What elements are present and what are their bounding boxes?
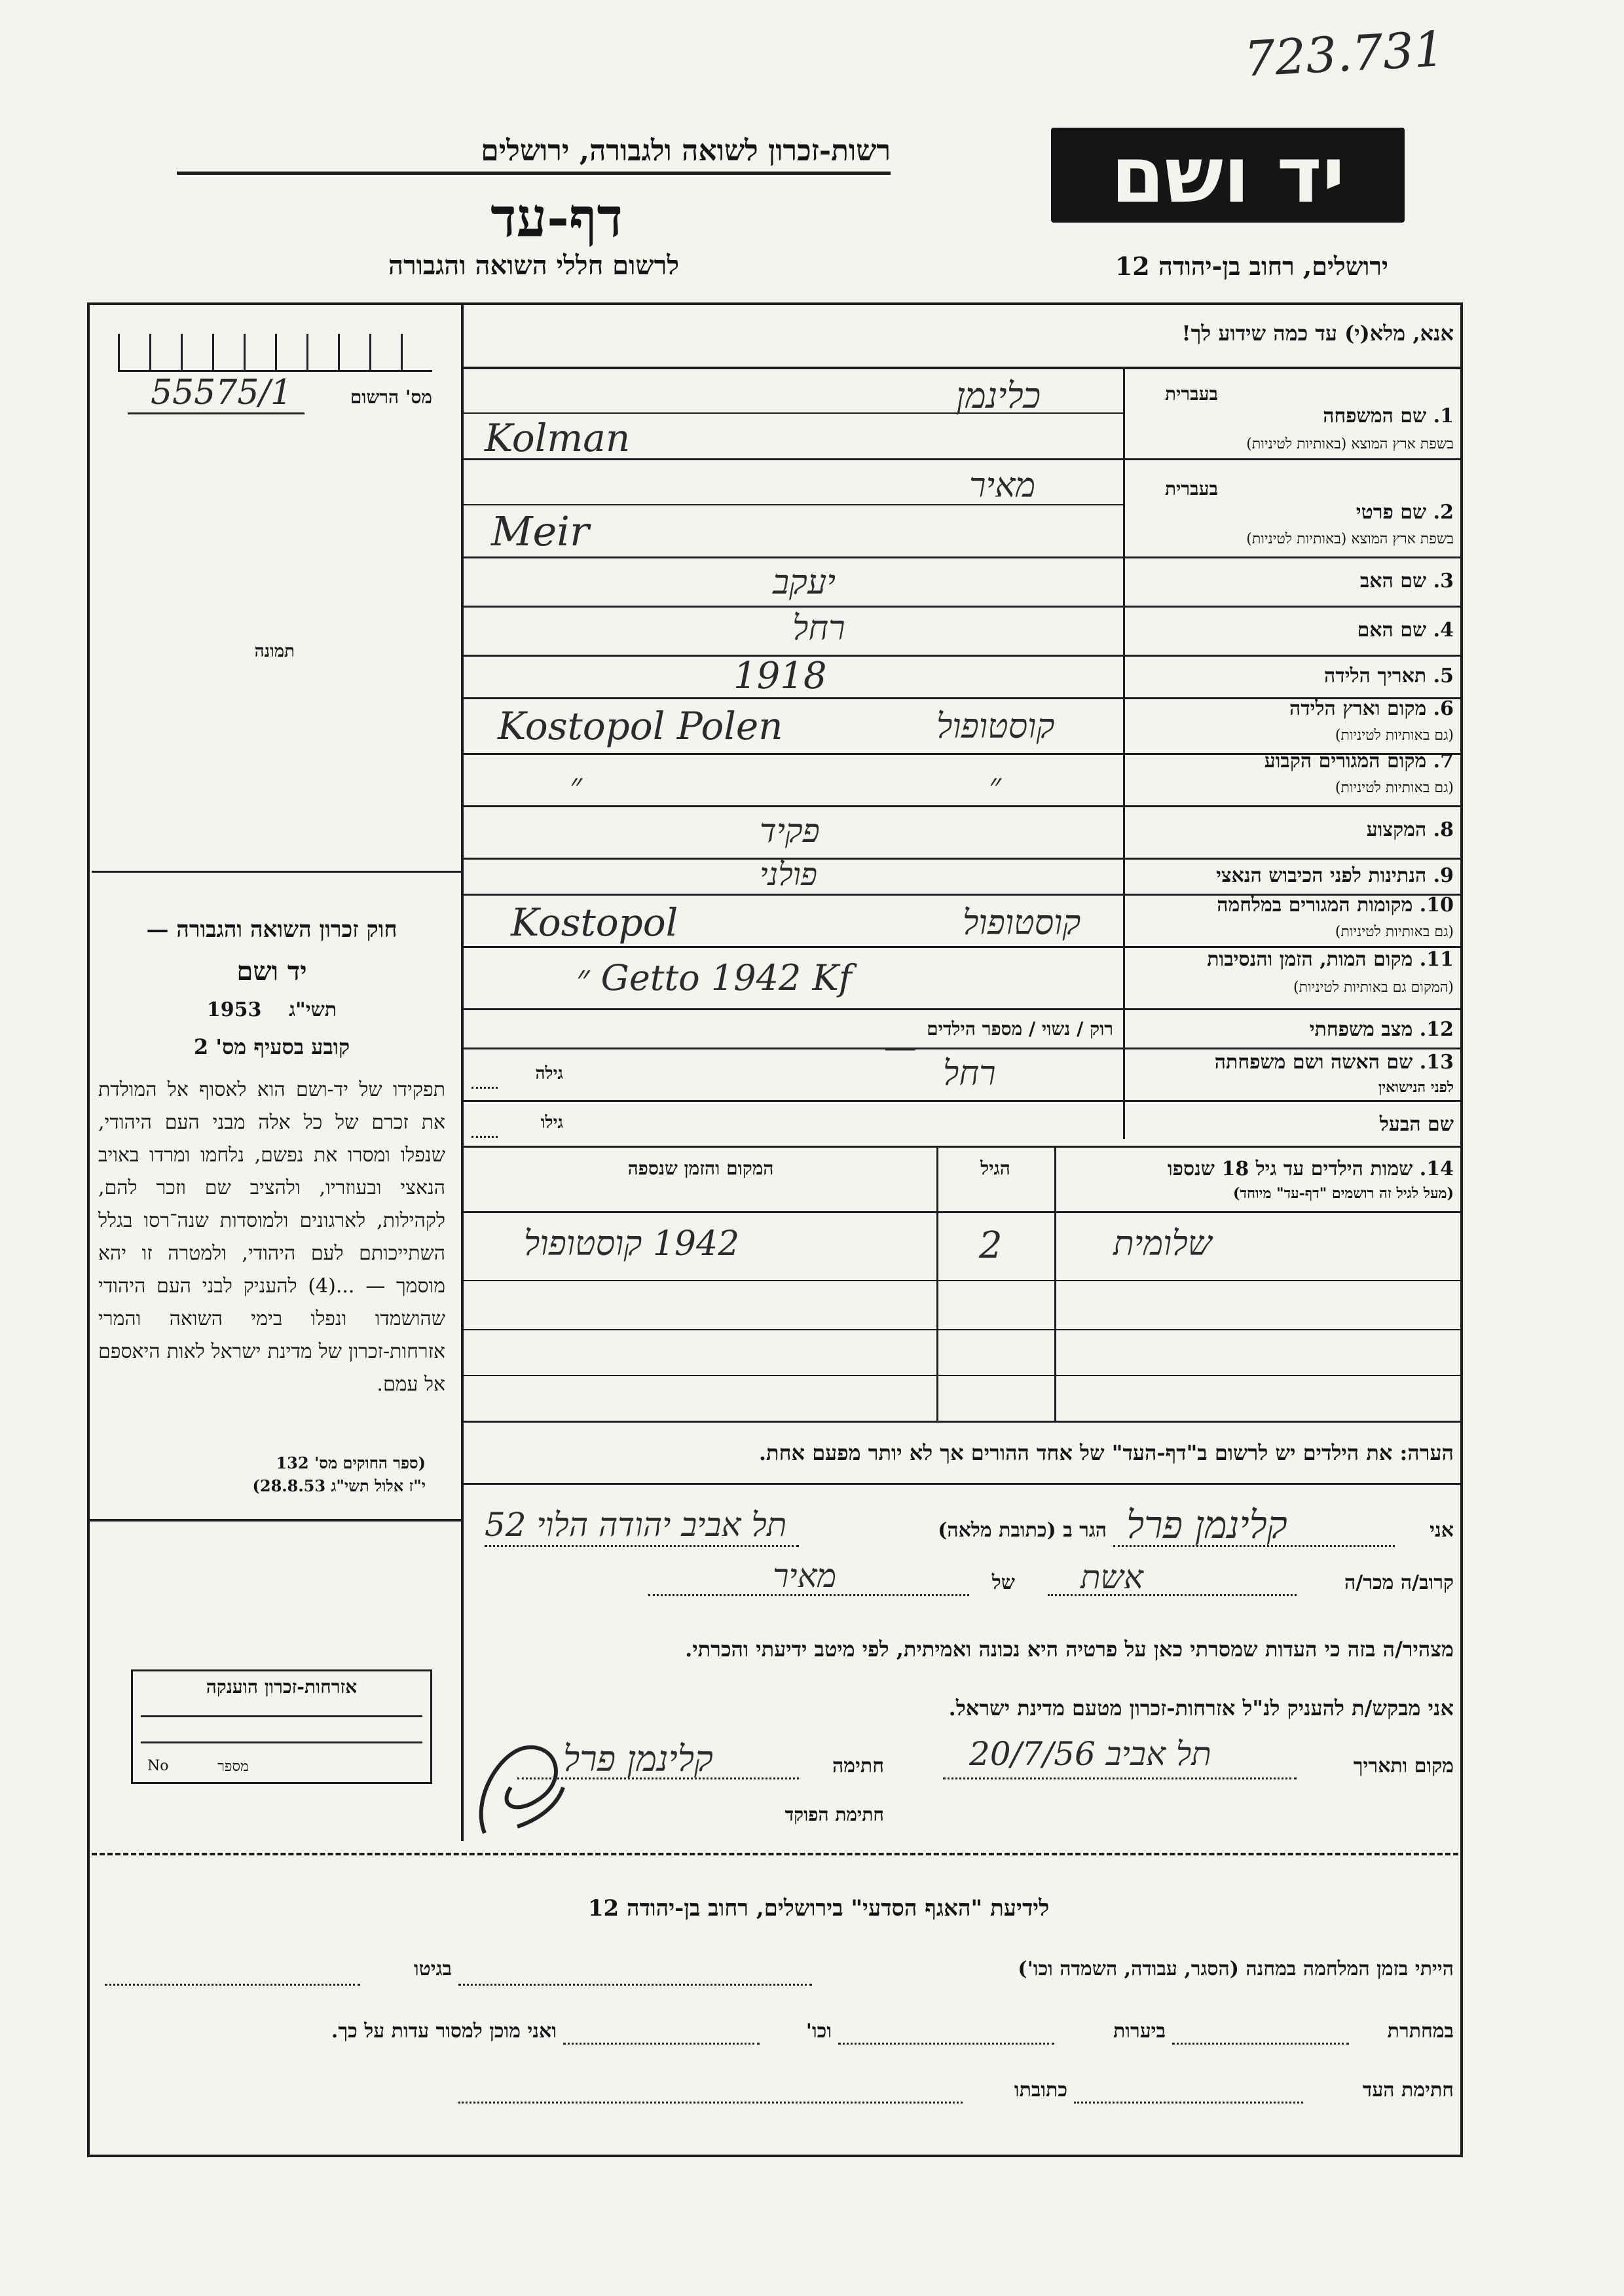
footer-line2-c: וכו' [805,2020,832,2043]
field-7-sub: (גם באותיות לטיניות) [1335,780,1454,796]
decl-relative-label: קרוב/ה מכר/ה [1344,1571,1454,1594]
field-2-heb-tag: בעברית [1164,478,1218,500]
field-7-label: 7. מקום המגורים הקבוע [1264,750,1454,773]
field-13-value: רחל [943,1054,996,1093]
decl-place-date-label: מקום ותאריך [1353,1755,1454,1777]
field-6-latin-value: Kostopol Polen [498,704,783,748]
law-year-num: 1953 [206,998,262,1021]
field-9-value: פולני [760,856,818,893]
record-value: 55575/1 [151,373,293,412]
field-13-age-label: גילה [535,1064,563,1084]
child-name: שלומית [1113,1224,1212,1264]
field-9-label: 9. הנתינות לפני הכיבוש הנאצי [1216,864,1454,887]
field-11-label: 11. מקום המות, הזמן והנסיבות [1207,948,1454,971]
note: הערה: את הילדים יש לרשום ב"דף-העד" של אחד ההורים אך לא יותר מפעם אחת. [758,1440,1454,1465]
sidebar-divider [87,1519,464,1522]
field-10-heb-value: קוסטופול [963,903,1081,943]
decl-signature: קלינמן פרל [563,1738,713,1779]
field-10-sub: (גם באותיות לטיניות) [1335,924,1454,940]
citizenship-box-title: אזרחות-זכרון הוענקה [206,1676,358,1698]
photo-label: תמונה [254,642,295,661]
field-2-sub: בשפת ארץ המוצא (באותיות לטיניות) [1246,531,1454,547]
field-11-sub: (המקום גם באותיות לטיניות) [1293,979,1454,996]
husband-label: שם הבעל [1379,1113,1454,1136]
field-14-label: 14. שמות הילדים עד גיל 18 שנספו [1167,1157,1454,1180]
field-2-heb-value: מאיר [969,466,1036,505]
field-5-value: 1918 [733,655,827,697]
law-text: תפקידו של יד-ושם הוא לאסוף אל המולדת את זכרם של כל אלה מבני העם היהודי, שנפלו ומסרו את נפשם, נלחמו ומרדו באויב הנאצי ובעוזריו, ולהציב שם וזכר להם, לקהילות, לארגונים ולמוסדות שנה־רסו בגלל השתייכותם לעם היהודי, ולמטרה זו יהא מוסמך — ...(4) להעניק לבני העם היהודי שהושמדו ונפלו בימי השואה והמרי אזרחות-זכרון של מדינת ישראל לאות היאספם אל עמם. [98,1078,445,1396]
field-8-label: 8. המקצוע [1366,818,1454,841]
footer-line1-end: בגיטו [413,1958,452,1980]
law-year-he: תשי"ג [289,998,337,1021]
decl-place-date: תל אביב 20/7/56 [969,1735,1211,1773]
field-5-label: 5. תאריך הלידה [1324,665,1454,687]
field-1-heb-value: כלינמן [956,375,1041,416]
footer-title: לידיעת "האגף הסדעי" בירושלים, רחוב בן-יהודה 12 [587,1895,1050,1922]
field-10-latin-value: Kostopol [511,900,678,945]
child-age: 2 [979,1224,1003,1267]
decl-of-label: של [991,1571,1015,1594]
org-line: רשות-זכרון לשואה ולגבורה, ירושלים [177,134,891,175]
field-1-latin-value: Kolman [485,416,631,460]
decl-of-value: מאיר [773,1557,837,1595]
citizenship-box-number: מספר [217,1758,249,1775]
law-year [92,998,452,1021]
field-1-sub: בשפת ארץ המוצא (באותיות לטיניות) [1246,436,1454,452]
field-1-heb-tag: בעברית [1164,383,1218,405]
field-3-value: יעקב [773,563,836,602]
decl-relation: אשת [1080,1558,1143,1596]
footer-line3-b: כתובתו [1014,2079,1067,2102]
decl-request: אני מבקש/ת להעניק לנ"ל אזרחות-זכרון מטעם מדינת ישראל. [948,1696,1454,1721]
decl-resides-at: הגר ב (כתובת מלאה) [938,1519,1107,1542]
law-ref-2: י"ז אלול תשי"ג 28.8.53) [252,1476,426,1495]
husband-age-label: גילו [540,1113,563,1133]
child-place: 1942 קוסטופול [524,1224,740,1264]
field-14-sub: (מעל לגיל זה רושמים "דף-עד" מיוחד) [1233,1185,1454,1202]
field-7-value-2: ״ [989,766,1001,804]
field-3-label: 3. שם האב [1359,570,1454,592]
footer-line1: הייתי בזמן המלחמה במחנה (הסגר, עבודה, השמדה וכו') [1018,1958,1454,1980]
field-6-heb-value: קוסטופול [936,707,1055,746]
field-1-label: 1. שם המשפחה [1323,405,1454,428]
decl-statement: מצהיר/ה בזה כי העדות שמסרתי כאן על פרטיה היא נכונה ואמיתית, לפי מיטב ידיעתי והכרתי. [685,1637,1454,1662]
law-section: קובע בסעיף מס' 2 [193,1034,350,1059]
law-ref-1: (ספר החוקים מס' 132 [276,1453,426,1472]
field-13-label: 13. שם האשה ושם משפחתה [1214,1051,1454,1074]
yad-vashem-logo [1051,128,1405,223]
law-name: יד ושם [236,956,307,987]
field-11-value: ״ Getto 1942 Kf [576,957,852,998]
field-13-sub: לפני הנישואין [1378,1079,1454,1096]
field-6-label: 6. מקום וארץ הלידה [1289,697,1454,720]
field-12-value: — [884,1028,917,1066]
field-8-value: פקיד [760,812,820,850]
field-7-value: ״ [570,766,582,804]
field-4-value: רחל [792,609,845,648]
law-heading: חוק זכרון השואה והגבורה — [146,917,397,943]
record-label: מס' הרשום [350,386,432,408]
form-title: דף-עד [490,187,623,249]
field-2-label: 2. שם פרטי [1356,501,1454,524]
decl-signature-label: חתימה [832,1755,884,1777]
archive-number: 723.731 [1242,21,1447,88]
logo-text: יד ושם [1111,130,1345,220]
field-10-label: 10. מקומות המגורים במלחמה [1217,894,1454,917]
field-14-col-age: הגיל [980,1157,1010,1179]
footer-line3-a: חתימת העד [1362,2079,1454,2102]
field-14-col-place: המקום והזמן שנספה [627,1157,774,1179]
field-12-label: 12. מצב משפחתי [1309,1018,1454,1041]
decl-officer-label: חתימת הפוקד [784,1804,884,1825]
form-subtitle: לרשום חללי השואה והגבורה [388,250,680,281]
request-line: אנא, מלא(י) עד כמה שידוע לך! [1181,321,1454,346]
decl-ani: אני [1430,1519,1454,1542]
address: ירושלים, רחוב בן-יהודה 12 [1115,251,1388,281]
decl-witness-name: קלינמן פרל [1126,1503,1287,1547]
citizenship-box-no: No [147,1758,169,1774]
field-12-options: רוק / נשוי / מספר הילדים [927,1018,1113,1040]
decl-address: תל אביב יהודה הלוי 52 [485,1506,787,1544]
field-6-sub: (גם באותיות לטיניות) [1335,727,1454,744]
footer-line2-d: ואני מוכן למסור עדות על כך. [331,2020,557,2043]
footer-line2-b: ביערות [1113,2020,1166,2043]
field-2-latin-value: Meir [491,507,589,555]
footer-line2-a: במחתרת [1387,2020,1454,2043]
field-4-label: 4. שם האם [1357,619,1454,642]
sidebar [87,302,464,1841]
record-ticks [118,334,432,372]
handwritten-signature-mark [458,1728,589,1846]
